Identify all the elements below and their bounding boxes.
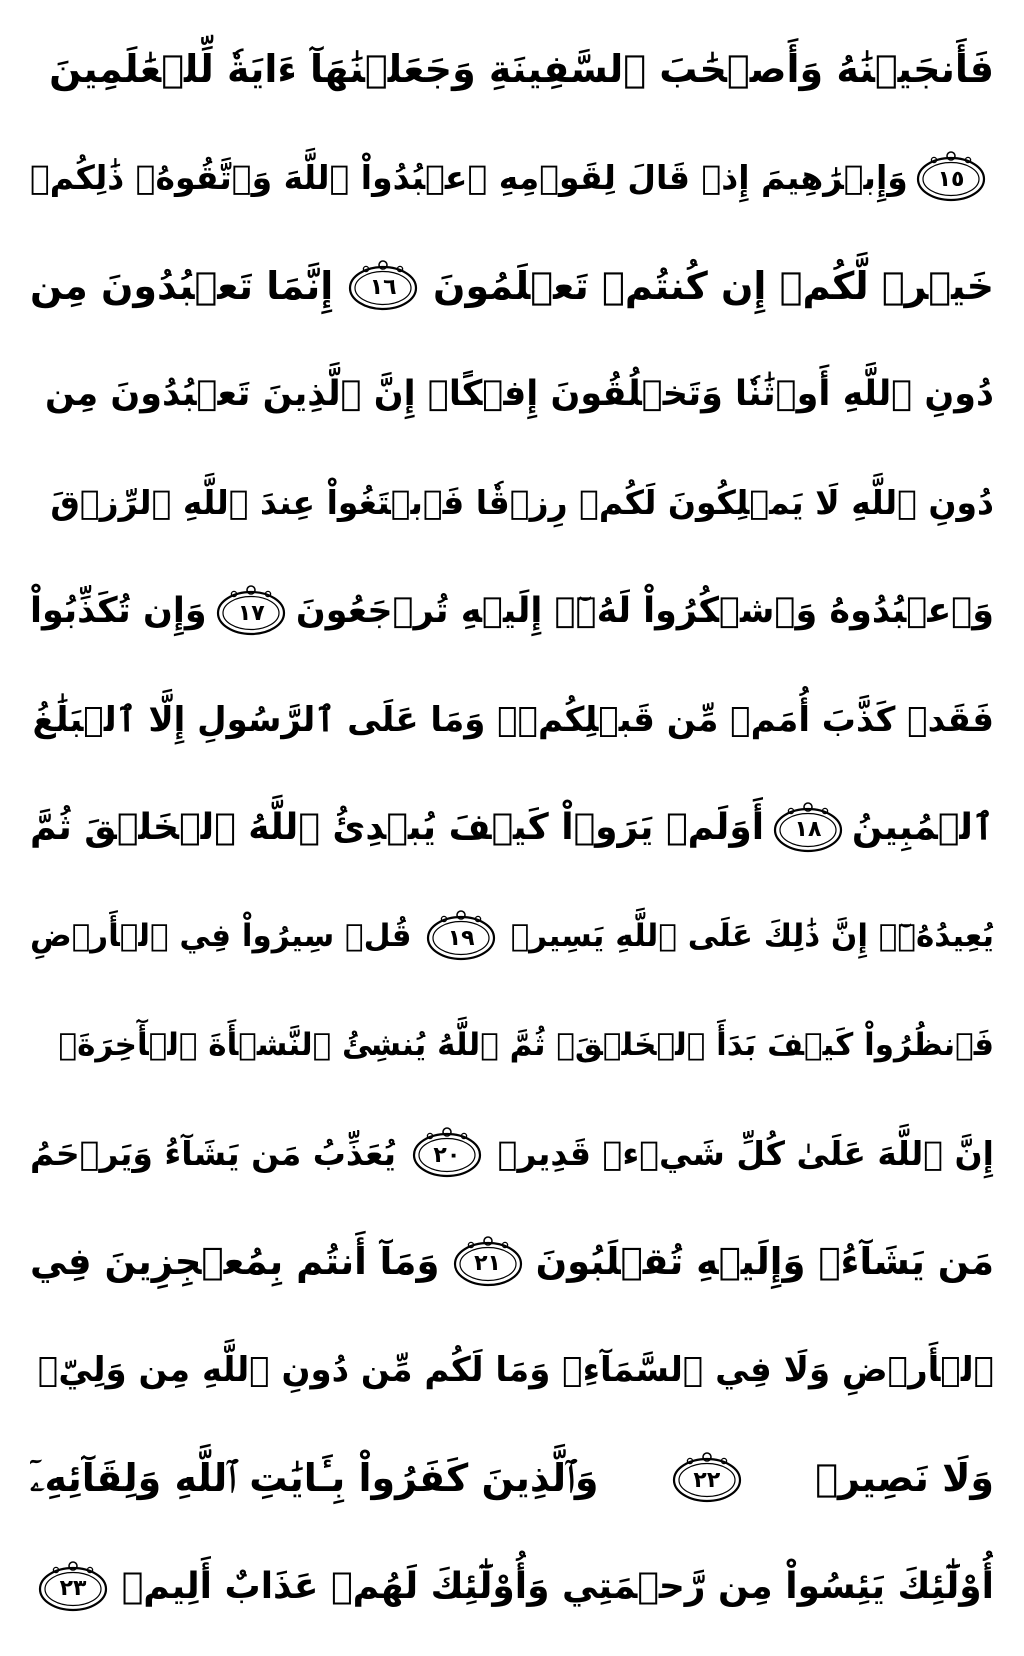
verse-text: وَإِبۡرَٰهِيمَ إِذۡ قَالَ لِقَوۡمِهِ ٱعۡبُدُواْ ٱللَّهَ وَٱتَّقُوهُۖ ذَٰلِكُمۡ [30, 157, 908, 197]
ayah-number: ١٥ [937, 166, 965, 192]
verse-text: وَإِن تُكَذِّبُواْ [30, 591, 207, 632]
verse-text: يُعِيدُهُۥٓۚ إِنَّ ذَٰلِكَ عَلَى ٱللَّهِ يَسِيرٞ [510, 918, 994, 955]
verse-text: وَلَا نَصِيرٖ [815, 1456, 994, 1501]
verse-line [30, 1431, 994, 1525]
ayah-number-marker [36, 1560, 110, 1614]
verse-text: إِنَّمَا تَعۡبُدُونَ مِن [30, 263, 334, 308]
ayah-number-marker [771, 801, 845, 855]
verse-text: وَمَآ أَنتُم بِمُعۡجِزِينَ فِي [30, 1240, 440, 1284]
verse-text: دُونِ ٱللَّهِ أَوۡثَٰنٗا وَتَخۡلُقُونَ إِفۡكًاۚ إِنَّ ٱلَّذِينَ تَعۡبُدُونَ مِن [45, 374, 994, 415]
verse-line [30, 998, 994, 1092]
verse-text: فَقَدۡ كَذَّبَ أُمَمٞ مِّن قَبۡلِكُمۡۖ وَمَا عَلَى ٱلرَّسُولِ إِلَّا ٱلۡبَلَٰغُ [32, 700, 994, 741]
ayah-number: ١٦ [369, 275, 397, 301]
verse-line [30, 130, 994, 224]
ayah-number: ٢١ [474, 1251, 501, 1277]
verse-text: أُوْلَٰٓئِكَ يَئِسُواْ مِن رَّحۡمَتِي وَأُوْلَٰٓئِكَ لَهُمۡ عَذَابٌ أَلِيمٞ [121, 1566, 994, 1608]
verse-line [30, 889, 994, 983]
verse-text: خَيۡرٞ لَّكُمۡ إِن كُنتُمۡ تَعۡلَمُونَ [433, 263, 994, 308]
verse-line [30, 22, 994, 116]
verse-line [30, 1540, 994, 1634]
verse-line [30, 781, 994, 875]
verse-line [30, 456, 994, 550]
verse-text: وَٱلَّذِينَ كَفَرُواْ بِـَٔايَٰتِ ٱللَّهِ وَلِقَآئِهِۦٓ [30, 1455, 599, 1500]
ayah-number-marker [214, 584, 288, 638]
verse-text: ٱلۡمُبِينُ [851, 807, 994, 849]
ayah-number-marker [670, 1451, 744, 1505]
verse-line [30, 564, 994, 658]
verse-text: مَن يَشَآءُۖ وَإِلَيۡهِ تُقۡلَبُونَ [535, 1240, 994, 1284]
verse-line [30, 1323, 994, 1417]
verse-text: يُعَذِّبُ مَن يَشَآءُ وَيَرۡحَمُ [30, 1133, 396, 1173]
verse-line [30, 673, 994, 767]
verse-text: فَٱنظُرُواْ كَيۡفَ بَدَأَ ٱلۡخَلۡقَۚ ثُمَّ ٱللَّهُ يُنشِئُ ٱلنَّشۡأَةَ ٱلۡأٓخِرَةَۚ [58, 1026, 994, 1063]
ayah-number: ٢٢ [693, 1467, 721, 1493]
ayah-number-marker [914, 150, 988, 204]
verse-text: أَوَلَمۡ يَرَوۡاْ كَيۡفَ يُبۡدِئُ ٱللَّهُ ٱلۡخَلۡقَ ثُمَّ [30, 807, 765, 849]
ayah-number-marker [346, 259, 420, 313]
verse-lines [30, 22, 994, 1634]
verse-line [30, 1106, 994, 1200]
verse-text: فَأَنجَيۡنَٰهُ وَأَصۡحَٰبَ ٱلسَّفِينَةِ وَجَعَلۡنَٰهَآ ءَايَةٗ لِّلۡعَٰلَمِينَ [49, 47, 994, 91]
ayah-number-marker [410, 1126, 484, 1180]
verse-line [30, 1215, 994, 1309]
ayah-number: ٢٣ [59, 1576, 87, 1602]
verse-text: قُلۡ سِيرُواْ فِي ٱلۡأَرۡضِ [30, 918, 412, 955]
ayah-number-marker [424, 909, 498, 963]
ayah-number-marker [451, 1235, 525, 1289]
verse-text: وَٱعۡبُدُوهُ وَٱشۡكُرُواْ لَهُۥٓۖ إِلَيۡهِ تُرۡجَعُونَ [295, 591, 994, 632]
ayah-number: ١٧ [237, 600, 265, 626]
verse-text: ٱلۡأَرۡضِ وَلَا فِي ٱلسَّمَآءِۖ وَمَا لَكُم مِّن دُونِ ٱللَّهِ مِن وَلِيّٖ [37, 1350, 994, 1391]
verse-text: دُونِ ٱللَّهِ لَا يَمۡلِكُونَ لَكُمۡ رِزۡقٗا فَٱبۡتَغُواْ عِندَ ٱللَّهِ ٱلرِّزۡقَ [50, 483, 994, 523]
verse-line [30, 347, 994, 441]
ayah-number: ١٨ [794, 817, 822, 843]
verse-line [30, 239, 994, 333]
ayah-number: ١٩ [447, 925, 475, 951]
ayah-number: ٢٠ [433, 1142, 461, 1168]
verse-text: إِنَّ ٱللَّهَ عَلَىٰ كُلِّ شَيۡءٖ قَدِيرٞ [497, 1133, 994, 1173]
